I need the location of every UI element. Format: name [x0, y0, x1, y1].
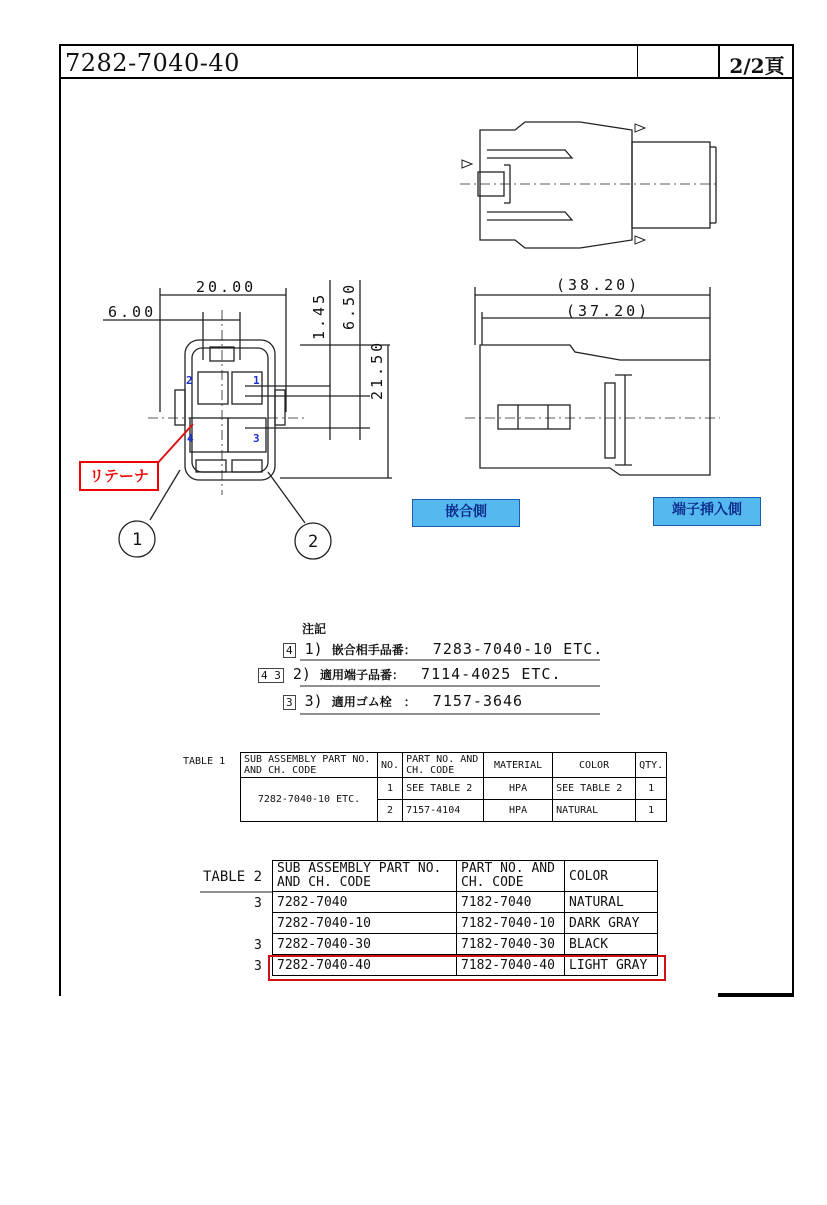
document-number: 7282-7040-40: [65, 49, 240, 77]
table-cell: 7182-7040-10: [457, 913, 565, 934]
dim-37-20: (37.20): [566, 302, 651, 320]
revision-mark: 4: [283, 643, 296, 658]
table-header-cell: SUB ASSEMBLY PART NO. AND CH. CODE: [273, 861, 457, 892]
table-cell: 1: [636, 800, 667, 822]
table-cell: 1: [636, 778, 667, 800]
revision-mark: 3: [283, 695, 296, 710]
revision-mark: 3: [254, 938, 262, 953]
note-value: 7157-3646: [432, 692, 524, 710]
table-cell: 7282-7040-10 ETC.: [241, 778, 378, 822]
table-cell: BLACK: [565, 934, 658, 955]
cavity-number: 4: [187, 432, 194, 445]
table-cell: 7282-7040-30: [273, 934, 457, 955]
table-cell: 7282-7040: [273, 892, 457, 913]
table-cell: 7182-7040-40: [457, 955, 565, 976]
note-number: 3): [304, 692, 323, 710]
revision-mark: 3: [254, 896, 262, 911]
note-value: 7283-7040-10 ETC.: [432, 640, 604, 658]
table-header-cell: NO.: [378, 753, 403, 778]
table-cell: 7182-7040-30: [457, 934, 565, 955]
table-header-cell: PART NO. AND CH. CODE: [457, 861, 565, 892]
table-cell: 2: [378, 800, 403, 822]
table-row: [273, 892, 658, 913]
table-cell: HPA: [484, 778, 553, 800]
dim-21-50: 21.50: [368, 339, 386, 400]
cavity-number: 3: [253, 432, 260, 445]
table-cell: 1: [378, 778, 403, 800]
table-header-cell: PART NO. AND CH. CODE: [403, 753, 484, 778]
table-cell: 7182-7040: [457, 892, 565, 913]
table-cell: DARK GRAY: [565, 913, 658, 934]
table-header-cell: COLOR: [565, 861, 658, 892]
table-cell: SEE TABLE 2: [553, 778, 636, 800]
note-number: 1): [304, 640, 323, 658]
note-key: 嵌合相手品番：: [331, 643, 416, 657]
revision-mark: 4 3: [258, 668, 284, 683]
table-header-cell: MATERIAL: [484, 753, 553, 778]
table-cell: SEE TABLE 2: [403, 778, 484, 800]
callout-1: 1: [132, 530, 143, 550]
highlight-box: [268, 955, 666, 981]
table-cell: NATURAL: [553, 800, 636, 822]
dim-1-45: 1.45: [310, 291, 328, 340]
dim-38-20: (38.20): [556, 276, 641, 294]
retainer-label: リテーナ: [79, 461, 159, 491]
page-number: 2/2頁: [729, 54, 785, 78]
dim-pitch: 6.00: [108, 303, 157, 321]
dim-width: 20.00: [196, 278, 257, 296]
table-cell: 7282-7040-40: [273, 955, 457, 976]
note-key: 適用端子品番：: [320, 668, 405, 682]
dim-6-50: 6.50: [340, 281, 358, 330]
table-header-cell: SUB ASSEMBLY PART NO. AND CH. CODE: [241, 753, 378, 778]
table1-label: TABLE 1: [183, 756, 226, 767]
table-row: [273, 934, 658, 955]
mating-side-label: 嵌合側: [412, 499, 520, 527]
table-cell: 7282-7040-10: [273, 913, 457, 934]
revision-mark: 3: [254, 959, 262, 974]
table-header-cell: COLOR: [553, 753, 636, 778]
table2-label: TABLE 2: [203, 869, 263, 885]
table-cell: HPA: [484, 800, 553, 822]
table-header-row: [273, 861, 658, 892]
cavity-number: 1: [253, 374, 260, 387]
callout-2: 2: [308, 532, 319, 552]
table-row: [273, 913, 658, 934]
terminal-insertion-side-label: 端子挿入側: [653, 497, 761, 526]
table-header-cell: QTY.: [636, 753, 667, 778]
table-cell: 7157-4104: [403, 800, 484, 822]
table-cell: LIGHT GRAY: [565, 955, 658, 976]
cavity-number: 2: [186, 374, 193, 387]
note-number: 2): [292, 665, 311, 683]
table-cell: NATURAL: [565, 892, 658, 913]
notes-title: 注記: [302, 622, 327, 636]
note-key: 適用ゴム栓 ：: [331, 695, 416, 709]
note-value: 7114-4025 ETC.: [421, 665, 562, 683]
